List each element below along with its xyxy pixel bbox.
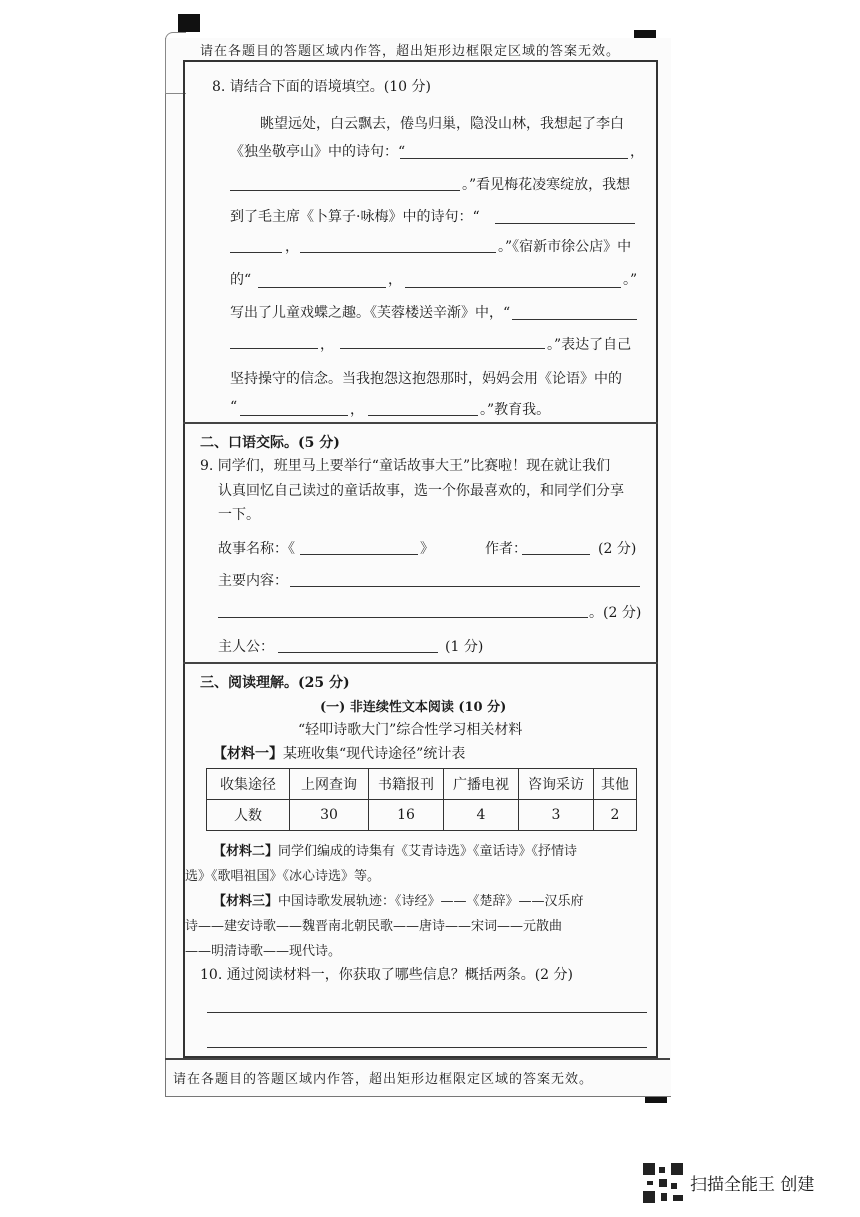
table-header-cell: 其他 (594, 769, 637, 800)
q8-line-2: 《独坐敬亭山》中的诗句：“ (230, 144, 406, 160)
material-title: “轻叩诗歌大门”综合性学习相关材料 (298, 722, 523, 738)
qr-code-icon (643, 1163, 683, 1203)
table-cell: 4 (444, 800, 519, 831)
divider (165, 1058, 670, 1060)
q9-line-2: 认真回忆自己读过的童话故事，选一个你最喜欢的，和同学们分享 (218, 483, 624, 499)
protagonist-field[interactable] (278, 652, 438, 653)
brand-label: 扫描全能王 创建 (690, 1175, 815, 1195)
answer-blank[interactable] (230, 190, 460, 191)
content-field[interactable] (218, 617, 588, 618)
protagonist-label: 主人公： (218, 639, 274, 655)
material2-line-1 (213, 840, 577, 859)
material3-line-3: ——明清诗歌——现代诗。 (185, 944, 342, 959)
answer-blank[interactable] (512, 319, 637, 320)
q8-line-3: 。”看见梅花凌寒绽放，我想 (462, 177, 631, 193)
answer-blank[interactable] (240, 415, 348, 416)
q8-line-7: 写出了儿童戏蝶之趣。《芙蓉楼送辛渐》中，“ (230, 305, 511, 321)
answer-blank[interactable] (340, 348, 545, 349)
answer-blank[interactable] (300, 252, 496, 253)
content-label: 主要内容： (218, 573, 288, 589)
author-field[interactable] (522, 554, 590, 555)
q8-comma: ， (285, 239, 299, 255)
material1-text: 某班收集“现代诗途径”统计表 (283, 746, 466, 762)
table-cell: 2 (594, 800, 637, 831)
q8-open: “ (230, 399, 238, 415)
corner-marker-top-left (178, 14, 200, 32)
table-cell: 30 (290, 800, 369, 831)
table-header-cell: 书籍报刊 (369, 769, 444, 800)
material1-label: 【材料一】 (213, 746, 283, 762)
answer-blank[interactable] (495, 223, 635, 224)
q8-comma: ， (320, 337, 334, 353)
material1 (213, 743, 465, 763)
material3-text: 中国诗歌发展轨迹：《诗经》——《楚辞》——汉乐府 (278, 894, 584, 909)
section2-heading: 二、口语交际。(5 分) (200, 435, 340, 451)
q8-line-4: 到了毛主席《卜算子·咏梅》中的诗句：“ (230, 209, 480, 225)
answer-blank[interactable] (230, 348, 318, 349)
section3-heading: 三、阅读理解。(25 分) (200, 675, 350, 691)
q8-line-6: 的“ (230, 272, 252, 288)
q9-line-3: 一下。 (218, 507, 260, 523)
score-label: (2 分) (598, 541, 637, 557)
q8-line-5: 。”《宿新市徐公店》中 (498, 239, 632, 255)
q8-title: 8. 请结合下面的语境填空。(10 分) (212, 79, 431, 95)
q10-text: 10. 通过阅读材料一，你获取了哪些信息？概括两条。(2 分) (200, 967, 573, 983)
table-cell: 人数 (207, 800, 290, 831)
footer-notice: 请在各题目的答题区域内作答，超出矩形边框限定区域的答案无效。 (173, 1072, 594, 1087)
material2-line-2: 选》《歌唱祖国》《冰心诗选》等。 (185, 869, 381, 884)
score-label: 。(2 分) (589, 605, 642, 621)
answer-blank[interactable] (400, 158, 628, 159)
q8-comma: ， (388, 272, 402, 288)
story-name-label: 故事名称：《 (218, 541, 295, 557)
answer-blank[interactable] (368, 415, 478, 416)
content-field[interactable] (290, 586, 640, 587)
q8-line-8: 。”表达了自己 (547, 337, 632, 353)
q10-answer-line[interactable] (207, 1047, 647, 1048)
table-cell: 16 (369, 800, 444, 831)
q8-line-1: 眺望远处，白云飘去，倦鸟归巢，隐没山林，我想起了李白 (260, 116, 624, 132)
score-label: (1 分) (445, 639, 484, 655)
author-label: 作者： (485, 541, 527, 557)
q8-close: 。” (623, 272, 638, 288)
q10-answer-line[interactable] (207, 1012, 647, 1013)
material3-label: 【材料三】 (213, 894, 279, 909)
divider (183, 662, 658, 664)
answer-blank[interactable] (258, 287, 386, 288)
answer-blank[interactable] (405, 287, 621, 288)
table-header-cell: 广播电视 (444, 769, 519, 800)
q8-line-9: 坚持操守的信念。当我抱怨这抱怨那时，妈妈会用《论语》中的 (230, 371, 622, 387)
section3-subheading: (一) 非连续性文本阅读 (10 分) (320, 700, 507, 715)
q8-line-10: 。”教育我。 (480, 402, 551, 418)
table-header-cell: 收集途径 (207, 769, 290, 800)
table-header-cell: 上网查询 (290, 769, 369, 800)
table-cell: 3 (519, 800, 594, 831)
divider (183, 422, 658, 424)
answer-blank[interactable] (230, 252, 282, 253)
story-name-field[interactable] (300, 554, 418, 555)
table-header-cell: 咨询采访 (519, 769, 594, 800)
material2-label: 【材料二】 (213, 844, 279, 859)
header-notice: 请在各题目的答题区域内作答，超出矩形边框限定区域的答案无效。 (200, 44, 621, 59)
material3-line-2: 诗——建安诗歌——魏晋南北朝民歌——唐诗——宋词——元散曲 (185, 919, 563, 934)
story-name-close: 》 (420, 541, 434, 557)
stats-table (206, 768, 637, 831)
material3-line-1 (213, 890, 584, 909)
material2-text: 同学们编成的诗集有《艾青诗选》《童话诗》《抒情诗 (278, 844, 578, 859)
q8-comma: ， (350, 402, 364, 418)
q9-line-1: 9. 同学们，班里马上要举行“童话故事大王”比赛啦！现在就让我们 (200, 458, 611, 474)
